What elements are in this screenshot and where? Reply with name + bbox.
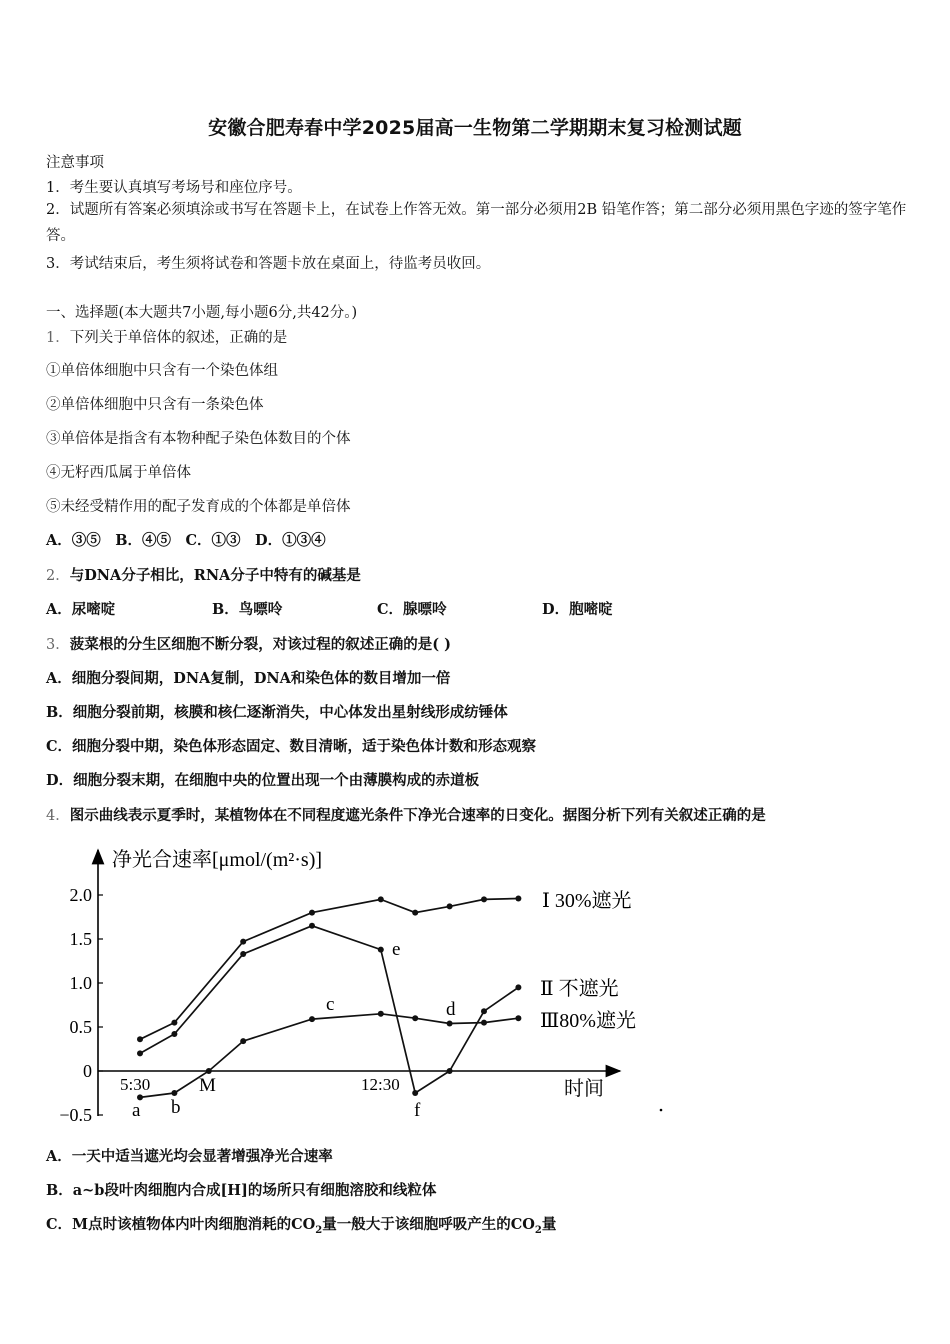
series-no-shade-point xyxy=(240,951,246,957)
notice-item-2: 2．试题所有答案必须填涂或书写在答题卡上，在试卷上作答无效。第一部分必须用2B 铅笔作答；第二部分必须用黑色字迹的签字笔作答。 xyxy=(46,202,907,244)
photosynthesis-rate-chart xyxy=(40,838,680,1130)
subscript: 2 xyxy=(315,1224,323,1236)
stray-dot xyxy=(660,1109,663,1112)
question-number: 3． xyxy=(46,637,70,653)
notice-heading: 注意事项 xyxy=(46,155,104,171)
q2-option-b[interactable]: B．鸟嘌呤 xyxy=(212,601,283,618)
series-30-shade-point xyxy=(137,1036,143,1042)
series-80-shade-line xyxy=(140,1014,518,1098)
option-text: 量一般大于该细胞呼吸产生的CO xyxy=(322,1216,535,1233)
question-number: 1． xyxy=(46,330,70,346)
section-heading: 一、选择题(本大题共7小题,每小题6分,共42分。) xyxy=(46,305,358,321)
series-30-shade-point xyxy=(378,896,384,902)
notice-item-1: 1．考生要认真填写考场号和座位序号。 xyxy=(46,180,302,196)
q2-option-d[interactable]: D．胞嘧啶 xyxy=(542,601,613,618)
series-80-shade-point xyxy=(412,1015,418,1021)
q3-option-a[interactable]: A．细胞分裂间期，DNA复制，DNA和染色体的数目增加一倍 xyxy=(46,670,451,687)
series-80-shade-point xyxy=(481,1020,487,1026)
series-label-30-shade: Ⅰ 30%遮光 xyxy=(542,890,632,912)
q3-option-d[interactable]: D．细胞分裂末期，在细胞中央的位置出现一个由薄膜构成的赤道板 xyxy=(46,772,480,789)
x-axis-label: 时间 xyxy=(564,1078,604,1100)
q4-option-b[interactable]: B．a~b段叶肉细胞内合成[H]的场所只有细胞溶胶和线粒体 xyxy=(46,1182,437,1199)
y-tick-label: 0.5 xyxy=(69,1017,92,1037)
series-30-shade-point xyxy=(515,896,521,902)
y-tick-label: 1.0 xyxy=(69,973,92,993)
series-no-shade-point xyxy=(171,1031,177,1037)
series-80-shade-point xyxy=(240,1038,246,1044)
series-30-shade-point xyxy=(447,903,453,909)
series-no-shade-point xyxy=(515,984,521,990)
question-number: 2． xyxy=(46,568,70,584)
y-axis-label: 净光合速率[μmol/(m²·s)] xyxy=(112,849,323,871)
option-text: C．M点时该植物体内叶肉细胞消耗的CO xyxy=(46,1216,316,1233)
series-no-shade-point xyxy=(481,1008,487,1014)
series-80-shade-point xyxy=(206,1068,212,1074)
q2-option-a[interactable]: A．尿嘧啶 xyxy=(46,601,116,618)
question-3 xyxy=(46,633,451,654)
point-label-b: b xyxy=(171,1097,181,1118)
series-30-shade-point xyxy=(240,939,246,945)
point-label-m: M xyxy=(199,1075,216,1096)
series-no-shade-point xyxy=(378,947,384,953)
series-30-shade-point xyxy=(412,910,418,916)
y-tick-label: 0 xyxy=(83,1061,92,1081)
series-no-shade-point xyxy=(137,1050,143,1056)
q1-statement-5: ⑤未经受精作用的配子发育成的个体都是单倍体 xyxy=(46,499,351,515)
question-stem: 图示曲线表示夏季时，某植物体在不同程度遮光条件下净光合速率的日变化。据图分析下列有关叙述正确的是 xyxy=(69,807,766,824)
q4-option-c[interactable] xyxy=(46,1213,556,1236)
x-tick-label: 12:30 xyxy=(361,1075,400,1094)
q1-statement-2: ②单倍体细胞中只含有一条染色体 xyxy=(46,397,264,413)
q2-option-c[interactable]: C．腺嘌呤 xyxy=(377,601,447,618)
question-stem: 与DNA分子相比，RNA分子中特有的碱基是 xyxy=(69,567,361,584)
question-number: 4． xyxy=(46,808,70,824)
series-no-shade-point xyxy=(447,1068,453,1074)
y-tick-label: −0.5 xyxy=(59,1105,92,1125)
series-80-shade-point xyxy=(171,1090,177,1096)
question-stem: 菠菜根的分生区细胞不断分裂，对该过程的叙述正确的是( ) xyxy=(69,636,452,653)
question-stem: 下列关于单倍体的叙述，正确的是 xyxy=(69,330,288,346)
q4-option-a[interactable]: A．一天中适当遮光均会显著增强净光合速率 xyxy=(46,1148,333,1165)
point-label-c: c xyxy=(326,994,335,1015)
y-tick-label: 2.0 xyxy=(69,885,92,905)
series-30-shade-point xyxy=(171,1020,177,1026)
page-title: 安徽合肥寿春中学2025届高一生物第二学期期末复习检测试题 xyxy=(208,117,742,139)
point-label-f: f xyxy=(414,1100,421,1121)
q3-option-c[interactable]: C．细胞分裂中期，染色体形态固定、数目清晰，适于染色体计数和形态观察 xyxy=(46,738,537,755)
q1-statement-3: ③单倍体是指含有本物种配子染色体数目的个体 xyxy=(46,431,351,447)
q3-option-b[interactable]: B．细胞分裂前期，核膜和核仁逐渐消失，中心体发出星射线形成纺锤体 xyxy=(46,704,508,721)
q1-options[interactable]: A．③⑤ B．④⑤ C．①③ D．①③④ xyxy=(46,532,326,549)
x-tick-label: 5:30 xyxy=(120,1075,151,1094)
series-label-80-shade: Ⅲ80%遮光 xyxy=(540,1010,636,1032)
point-label-d: d xyxy=(446,999,456,1020)
question-1 xyxy=(46,326,287,347)
point-label-a: a xyxy=(132,1100,141,1121)
series-no-shade-point xyxy=(412,1090,418,1096)
point-label-e: e xyxy=(392,939,401,960)
series-80-shade-point xyxy=(309,1016,315,1022)
series-30-shade-point xyxy=(481,896,487,902)
question-2 xyxy=(46,564,361,585)
y-tick-label: 1.5 xyxy=(69,929,92,949)
q1-statement-4: ④无籽西瓜属于单倍体 xyxy=(46,465,191,481)
series-80-shade-point xyxy=(515,1015,521,1021)
subscript: 2 xyxy=(534,1224,542,1236)
q1-statement-1: ①单倍体细胞中只含有一个染色体组 xyxy=(46,363,278,379)
series-80-shade-point xyxy=(447,1021,453,1027)
series-no-shade-point xyxy=(309,923,315,929)
series-80-shade-point xyxy=(378,1011,384,1017)
question-4 xyxy=(46,804,766,825)
option-text: 量 xyxy=(541,1216,557,1233)
series-30-shade-point xyxy=(309,910,315,916)
series-label-no-shade: Ⅱ 不遮光 xyxy=(540,978,619,1000)
notice-item-3: 3．考试结束后，考生须将试卷和答题卡放在桌面上，待监考员收回。 xyxy=(46,256,491,272)
